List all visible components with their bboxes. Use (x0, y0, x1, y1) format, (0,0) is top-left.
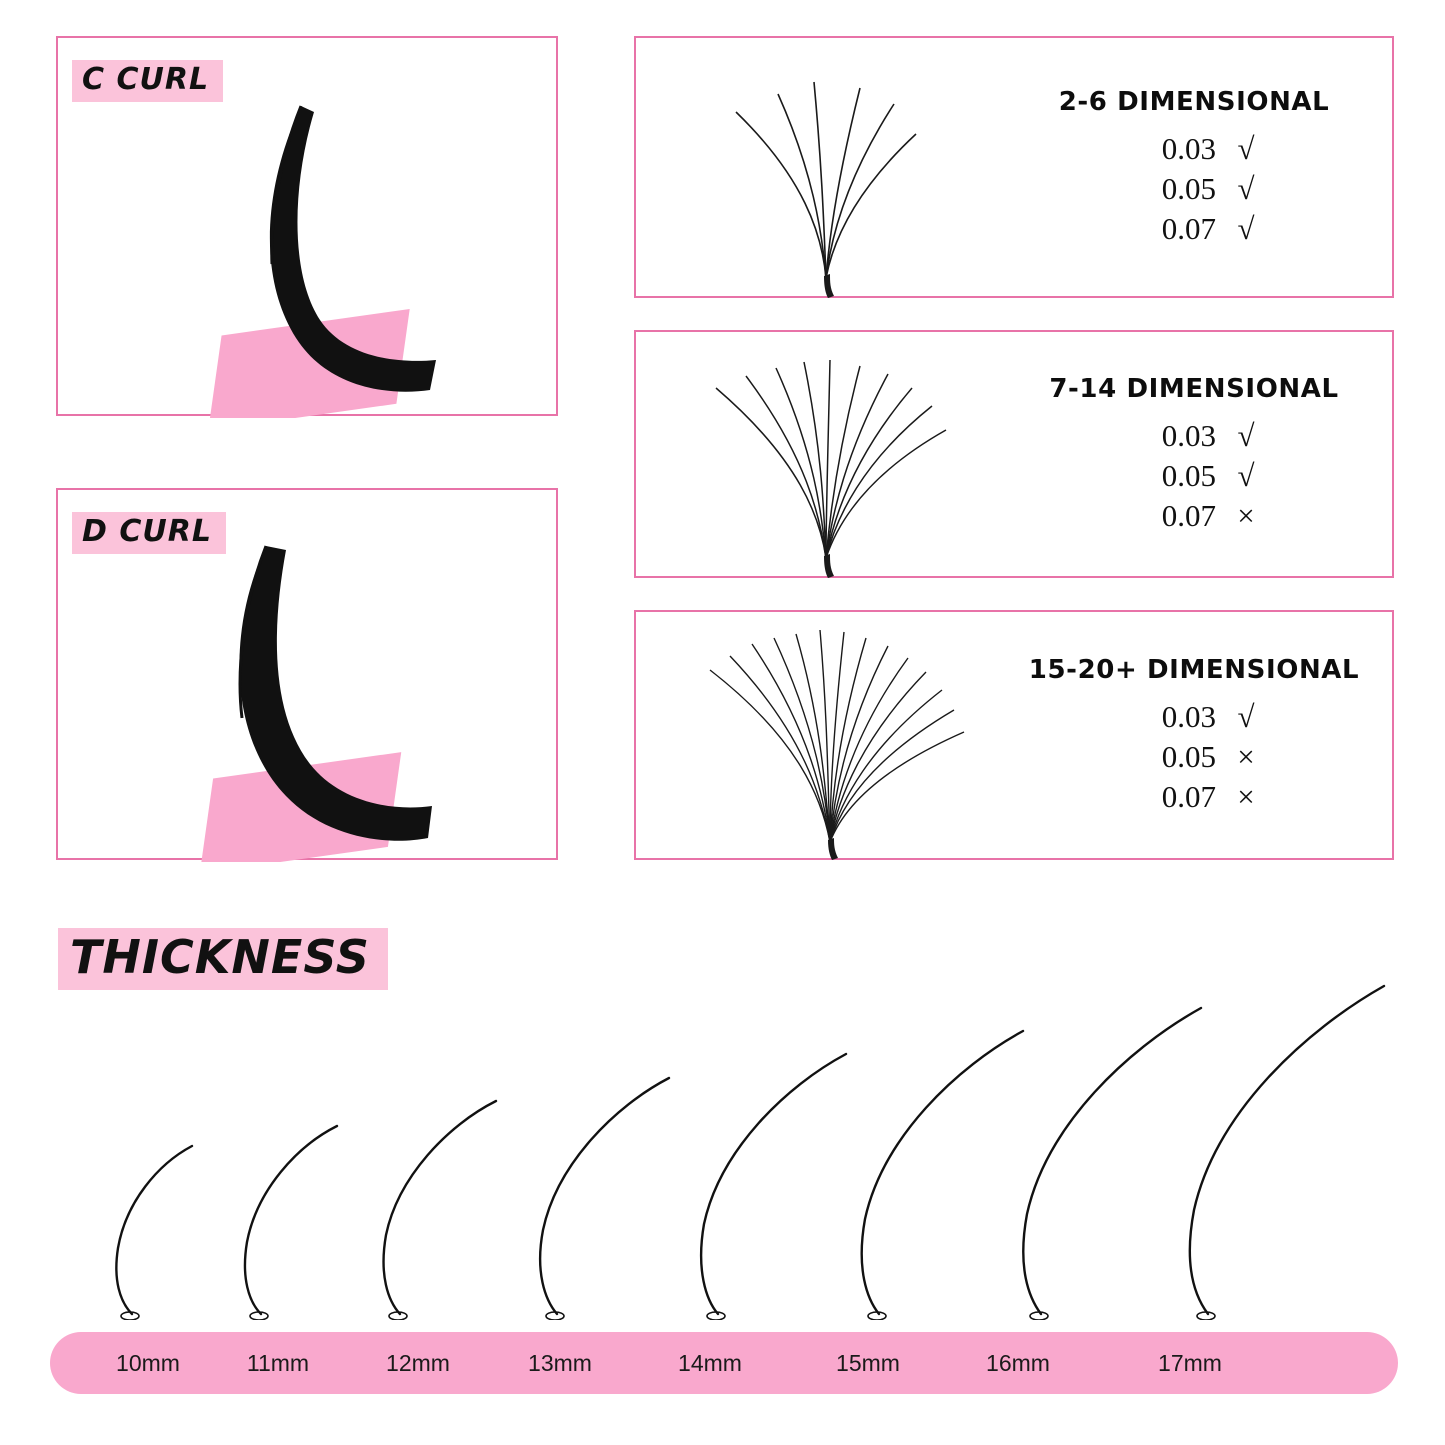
spec-availability-mark: √ (1237, 458, 1255, 493)
spec-row (1112, 498, 1276, 534)
spec-thickness: 0.05 (1161, 739, 1216, 774)
spec-thickness: 0.07 (1161, 211, 1216, 246)
spec-row (1112, 418, 1276, 454)
spec-row (1112, 699, 1276, 735)
dimensional-panel-7-14 (634, 330, 1394, 578)
lash-curve-17mm (1128, 980, 1403, 1320)
spec-thickness: 0.03 (1161, 699, 1216, 734)
lash-length-illustrations (50, 980, 1395, 1320)
spec-thickness: 0.07 (1161, 498, 1216, 533)
spec-row (1112, 739, 1276, 775)
spec-row (1112, 131, 1276, 167)
spec-list-15-20 (1112, 699, 1276, 815)
spec-row (1112, 458, 1276, 494)
spec-availability-mark: √ (1237, 131, 1255, 166)
spec-availability-mark: × (1237, 739, 1255, 774)
lash-length-scale-bar (50, 1332, 1398, 1394)
lash-curve-11mm (205, 1120, 355, 1320)
spec-availability-mark: × (1237, 498, 1255, 533)
dimensional-panel-2-6 (634, 36, 1394, 298)
fan-illustration-7-14 (654, 332, 984, 576)
spec-thickness: 0.05 (1161, 458, 1216, 493)
dimensional-title-15-20: 15-20+ DIMENSIONAL (1028, 655, 1360, 685)
c-curl-panel (56, 36, 558, 416)
scale-tick-13mm: 13mm (528, 1349, 592, 1376)
fan-illustration-2-6 (654, 38, 984, 296)
scale-tick-16mm: 16mm (986, 1349, 1050, 1376)
spec-thickness: 0.03 (1161, 418, 1216, 453)
d-curl-panel (56, 488, 558, 860)
dimensional-title-7-14: 7-14 DIMENSIONAL (1049, 374, 1339, 404)
scale-tick-15mm: 15mm (836, 1349, 900, 1376)
scale-tick-14mm: 14mm (678, 1349, 742, 1376)
spec-list-2-6 (1112, 131, 1276, 247)
c-curl-label: C CURL (72, 60, 223, 102)
dimensional-title-2-6: 2-6 DIMENSIONAL (1058, 87, 1330, 117)
scale-tick-17mm: 17mm (1158, 1349, 1222, 1376)
scale-tick-12mm: 12mm (386, 1349, 450, 1376)
spec-thickness: 0.03 (1161, 131, 1216, 166)
lash-curve-12mm (340, 1095, 515, 1320)
dimensional-panel-15-20 (634, 610, 1394, 860)
fan-illustration-15-20 (654, 612, 984, 858)
thickness-label: THICKNESS (58, 928, 388, 990)
d-curl-label: D CURL (72, 512, 226, 554)
spec-availability-mark: √ (1237, 211, 1255, 246)
scale-tick-11mm: 11mm (246, 1349, 310, 1376)
spec-row (1112, 779, 1276, 815)
lash-curve-10mm (80, 1140, 210, 1320)
scale-tick-10mm: 10mm (116, 1349, 180, 1376)
spec-list-7-14 (1112, 418, 1276, 534)
spec-availability-mark: × (1237, 779, 1255, 814)
spec-availability-mark: √ (1237, 699, 1255, 734)
spec-thickness: 0.05 (1161, 171, 1216, 206)
spec-row (1112, 211, 1276, 247)
spec-availability-mark: √ (1237, 418, 1255, 453)
spec-availability-mark: √ (1237, 171, 1255, 206)
spec-row (1112, 171, 1276, 207)
spec-thickness: 0.07 (1161, 779, 1216, 814)
